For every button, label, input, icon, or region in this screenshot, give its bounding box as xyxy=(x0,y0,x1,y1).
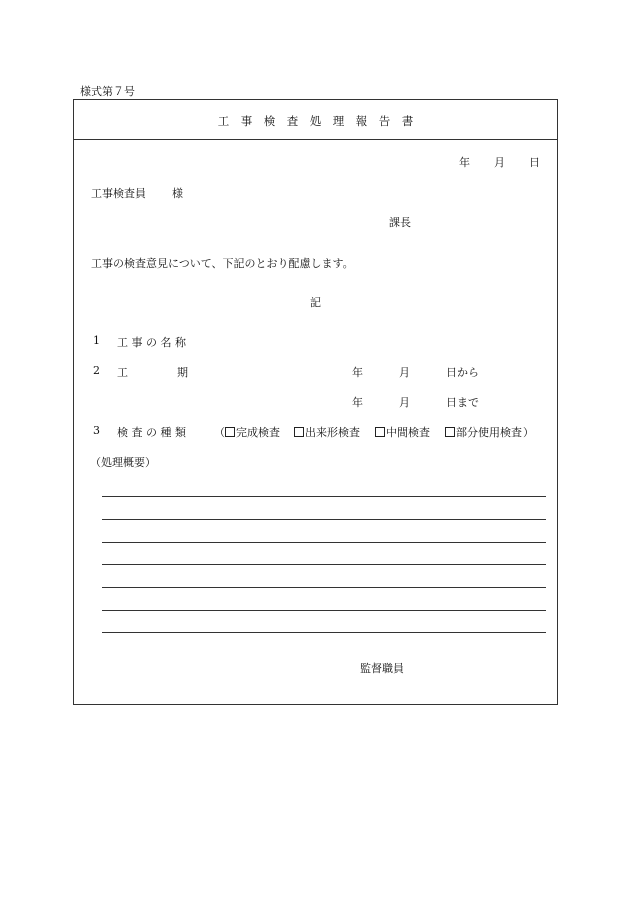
sender-title: 課長 xyxy=(389,216,411,229)
option-kansei-label: 完成検査 xyxy=(236,426,280,439)
option-chukan[interactable] xyxy=(375,424,430,440)
summary-write-line[interactable] xyxy=(102,587,546,588)
ki-heading: 記 xyxy=(310,296,321,309)
date-year-label: 年 xyxy=(459,156,470,169)
summary-write-line[interactable] xyxy=(102,519,546,520)
period-to-month: 月 xyxy=(399,396,410,409)
addressee-honorific: 様 xyxy=(172,187,183,200)
empty-checkbox-icon[interactable] xyxy=(225,427,235,437)
empty-checkbox-icon[interactable] xyxy=(294,427,304,437)
period-from-day: 日から xyxy=(446,366,479,379)
options-paren-open: （ xyxy=(214,426,225,439)
item-3-number: 3 xyxy=(93,424,100,437)
options-paren-close: ） xyxy=(523,426,534,439)
empty-checkbox-icon[interactable] xyxy=(445,427,455,437)
addressee-role: 工事検査員 xyxy=(91,187,146,200)
option-bubun-shiyo[interactable] xyxy=(445,424,522,440)
period-from-month: 月 xyxy=(399,366,410,379)
supervisor-label: 監督職員 xyxy=(360,662,404,675)
summary-write-line[interactable] xyxy=(102,542,546,543)
option-dekigata[interactable] xyxy=(294,424,360,440)
form-title: 工 事 検 査 処 理 報 告 書 xyxy=(217,114,414,128)
empty-checkbox-icon[interactable] xyxy=(375,427,385,437)
period-to-year: 年 xyxy=(352,396,363,409)
date-month-label: 月 xyxy=(494,156,505,169)
period-label-part1: 工 xyxy=(117,366,128,379)
summary-label: （処理概要） xyxy=(90,456,156,469)
option-chukan-label: 中間検査 xyxy=(386,426,430,439)
option-bubun-shiyo-label: 部分使用検査 xyxy=(456,426,522,439)
item-1-number: 1 xyxy=(93,334,100,347)
option-dekigata-label: 出来形検査 xyxy=(305,426,360,439)
period-to-day: 日まで xyxy=(446,396,479,409)
period-label-part2: 期 xyxy=(177,366,188,379)
form-number: 様式第７号 xyxy=(80,85,135,98)
report-form xyxy=(73,99,558,705)
summary-write-line[interactable] xyxy=(102,564,546,565)
summary-write-line[interactable] xyxy=(102,610,546,611)
construction-name-label: 工 事 の 名 称 xyxy=(117,336,186,349)
summary-write-line[interactable] xyxy=(102,632,546,633)
item-2-number: 2 xyxy=(93,364,100,377)
period-from-year: 年 xyxy=(352,366,363,379)
intro-text: 工事の検査意見について、下記のとおり配慮します。 xyxy=(91,257,354,270)
date-day-label: 日 xyxy=(529,156,540,169)
summary-write-line[interactable] xyxy=(102,496,546,497)
inspection-type-label: 検 査 の 種 類 xyxy=(117,426,186,439)
title-row xyxy=(74,100,557,140)
option-kansei[interactable] xyxy=(225,424,280,440)
